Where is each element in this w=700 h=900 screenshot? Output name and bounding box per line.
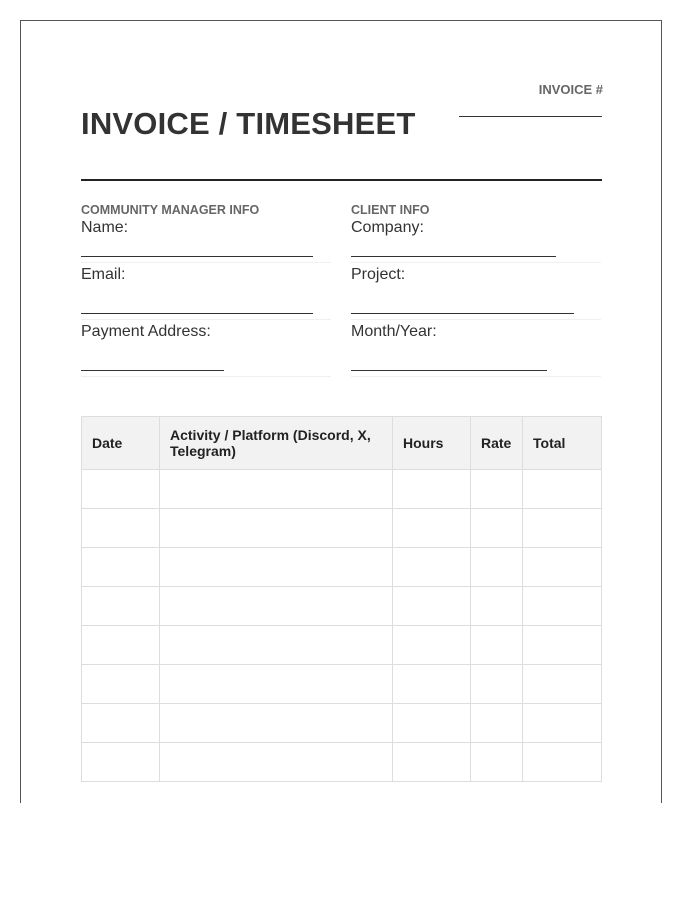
activity-cell[interactable]: [160, 743, 393, 782]
month-year-field[interactable]: [351, 370, 547, 371]
payment-address-field[interactable]: [81, 370, 224, 371]
total-cell[interactable]: [523, 743, 602, 782]
rate-cell[interactable]: [471, 665, 523, 704]
rate-cell[interactable]: [471, 743, 523, 782]
hours-cell[interactable]: [393, 509, 471, 548]
date-cell[interactable]: [82, 548, 160, 587]
hours-cell[interactable]: [393, 548, 471, 587]
company-field[interactable]: [351, 256, 556, 257]
title-divider: [81, 179, 602, 181]
total-cell[interactable]: [523, 587, 602, 626]
activity-cell[interactable]: [160, 470, 393, 509]
hours-cell[interactable]: [393, 665, 471, 704]
name-field-row: [81, 219, 331, 263]
email-field-row: [81, 264, 331, 320]
project-field[interactable]: [351, 313, 574, 314]
payment-address-label: Payment Address:: [81, 323, 211, 340]
hours-cell[interactable]: [393, 704, 471, 743]
invoice-number-field[interactable]: [459, 116, 602, 117]
rate-cell[interactable]: [471, 704, 523, 743]
community-manager-heading: COMMUNITY MANAGER INFO: [81, 203, 260, 217]
table-row: [82, 665, 602, 704]
activity-cell[interactable]: [160, 509, 393, 548]
month-year-field-row: [351, 321, 601, 377]
project-label: Project:: [351, 266, 406, 283]
date-cell[interactable]: [82, 704, 160, 743]
timesheet-table: [81, 416, 602, 782]
hours-cell[interactable]: [393, 743, 471, 782]
email-label: Email:: [81, 266, 126, 283]
total-cell[interactable]: [523, 548, 602, 587]
column-header-hours: Hours: [393, 417, 471, 470]
payment-address-field-row: [81, 321, 331, 377]
date-cell[interactable]: [82, 743, 160, 782]
table-row: [82, 470, 602, 509]
page-title: INVOICE / TIMESHEET: [81, 106, 416, 141]
activity-cell[interactable]: [160, 626, 393, 665]
column-header-total: Total: [523, 417, 602, 470]
name-label: Name:: [81, 219, 129, 236]
activity-cell[interactable]: [160, 665, 393, 704]
client-heading: CLIENT INFO: [351, 203, 430, 217]
table-row: [82, 626, 602, 665]
table-row: [82, 743, 602, 782]
table-header-row: [82, 417, 602, 470]
timesheet-table-wrap: [81, 416, 601, 782]
date-cell[interactable]: [82, 665, 160, 704]
rate-cell[interactable]: [471, 626, 523, 665]
email-field[interactable]: [81, 313, 313, 314]
rate-cell[interactable]: [471, 548, 523, 587]
invoice-number-label: INVOICE #: [538, 82, 603, 97]
column-header-rate: Rate: [471, 417, 523, 470]
total-cell[interactable]: [523, 509, 602, 548]
date-cell[interactable]: [82, 470, 160, 509]
activity-cell[interactable]: [160, 704, 393, 743]
column-header-date: Date: [82, 417, 160, 470]
name-field[interactable]: [81, 256, 313, 257]
total-cell[interactable]: [523, 665, 602, 704]
project-field-row: [351, 264, 601, 320]
total-cell[interactable]: [523, 626, 602, 665]
activity-cell[interactable]: [160, 548, 393, 587]
community-manager-info: [81, 203, 331, 378]
company-field-row: [351, 219, 601, 263]
invoice-sheet: [20, 20, 662, 803]
date-cell[interactable]: [82, 587, 160, 626]
company-label: Company:: [351, 219, 424, 236]
table-row: [82, 704, 602, 743]
column-header-activity: Activity / Platform (Discord, X, Telegram): [160, 417, 393, 470]
hours-cell[interactable]: [393, 587, 471, 626]
rate-cell[interactable]: [471, 587, 523, 626]
timesheet-body: [82, 470, 602, 782]
table-row: [82, 548, 602, 587]
rate-cell[interactable]: [471, 509, 523, 548]
month-year-label: Month/Year:: [351, 323, 437, 340]
total-cell[interactable]: [523, 470, 602, 509]
activity-cell[interactable]: [160, 587, 393, 626]
hours-cell[interactable]: [393, 626, 471, 665]
hours-cell[interactable]: [393, 470, 471, 509]
client-info: [351, 203, 601, 378]
date-cell[interactable]: [82, 509, 160, 548]
date-cell[interactable]: [82, 626, 160, 665]
table-row: [82, 587, 602, 626]
total-cell[interactable]: [523, 704, 602, 743]
table-row: [82, 509, 602, 548]
rate-cell[interactable]: [471, 470, 523, 509]
